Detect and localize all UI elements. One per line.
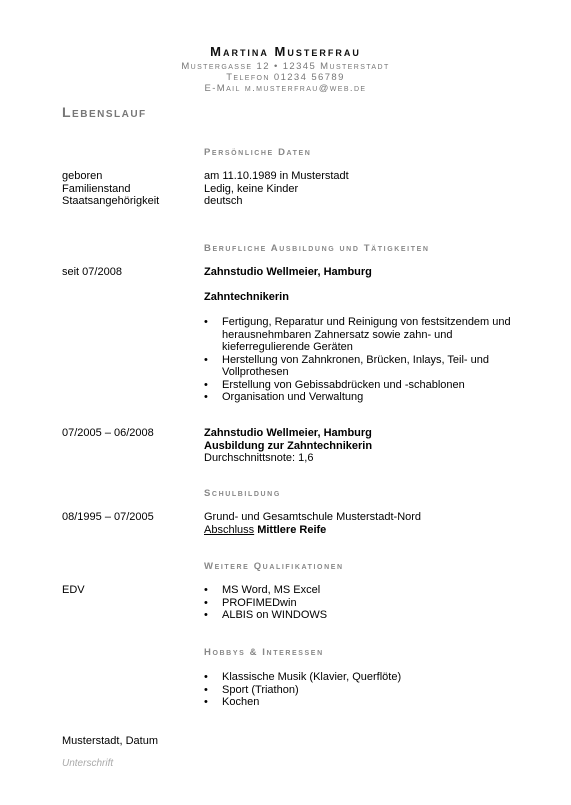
list-item: • Herstellung von Zahnkronen, Brücken, Inlays, Teil- und Vollprothesen: [204, 354, 514, 379]
job2-date: 07/2005 – 06/2008: [62, 427, 154, 439]
list-item: • Klassische Musik (Klavier, Querflöte): [204, 671, 514, 684]
list-item: • ALBIS on WINDOWS: [204, 609, 514, 622]
section-heading-school: Schulbildung: [204, 488, 281, 499]
school-date: 08/1995 – 07/2005: [62, 511, 154, 523]
list-item: • PROFIMEDwin: [204, 597, 514, 610]
applicant-name: Martina Musterfrau: [210, 44, 361, 59]
job2-grade: Durchschnittsnote: 1,6: [204, 452, 314, 464]
degree-name: Mittlere Reife: [257, 523, 327, 536]
section-heading-personal: Persönliche Daten: [204, 147, 312, 158]
list-item: • Fertigung, Reparatur und Reinigung von festsitzendem und herausnehmbaren Zahnersatz sowie zahn- und kieferregulierende Geräten: [204, 316, 514, 354]
place-date: Musterstadt, Datum: [62, 735, 158, 747]
value-marital-status: Ledig, keine Kinder: [204, 182, 299, 195]
section-heading-qualifications: Weitere Qualifikationen: [204, 561, 344, 572]
job1-date: seit 07/2008: [62, 266, 122, 278]
job2-company: Zahnstudio Wellmeier, Hamburg: [204, 427, 372, 439]
school-details: [204, 511, 421, 536]
section-heading-hobbies: Hobbys & Interessen: [204, 647, 324, 658]
document-title: Lebenslauf: [62, 104, 147, 120]
label-born: geboren: [62, 170, 103, 182]
label-marital-status: Familienstand: [62, 182, 131, 195]
degree-prefix: Abschluss: [204, 523, 255, 536]
job2-details: [204, 427, 372, 465]
list-item: • Sport (Triathon): [204, 684, 514, 697]
job1-task-list: [204, 316, 514, 404]
phone-line: Telefon 01234 56789: [226, 72, 345, 83]
school-degree: [204, 524, 421, 537]
list-item: • Erstellung von Gebissabdrücken und -schablonen: [204, 379, 514, 392]
job1-position: Zahntechnikerin: [204, 291, 289, 303]
value-nationality: deutsch: [204, 195, 243, 207]
qualification-label: EDV: [62, 584, 85, 596]
hobby-list: [204, 671, 514, 709]
value-born: am 11.10.1989 in Musterstadt: [204, 170, 349, 182]
email-line: E-Mail m.musterfrau@web.de: [204, 83, 367, 94]
list-item: • Kochen: [204, 696, 514, 709]
school-name: Grund- und Gesamtschule Musterstadt-Nord: [204, 511, 422, 523]
personal-values: [204, 170, 349, 208]
job2-position: Ausbildung zur Zahntechnikerin: [204, 439, 373, 452]
list-item: • Organisation und Verwaltung: [204, 391, 514, 404]
address-line: Mustergasse 12 • 12345 Musterstadt: [181, 61, 390, 72]
label-nationality: Staatsangehörigkeit: [62, 195, 160, 207]
personal-labels: [62, 170, 159, 208]
list-item: • MS Word, MS Excel: [204, 584, 514, 597]
job1-company: Zahnstudio Wellmeier, Hamburg: [204, 266, 372, 278]
qualification-list: [204, 584, 514, 622]
signature-placeholder: Unterschrift: [62, 758, 114, 769]
section-heading-career: Berufliche Ausbildung und Tätigkeiten: [204, 243, 430, 254]
